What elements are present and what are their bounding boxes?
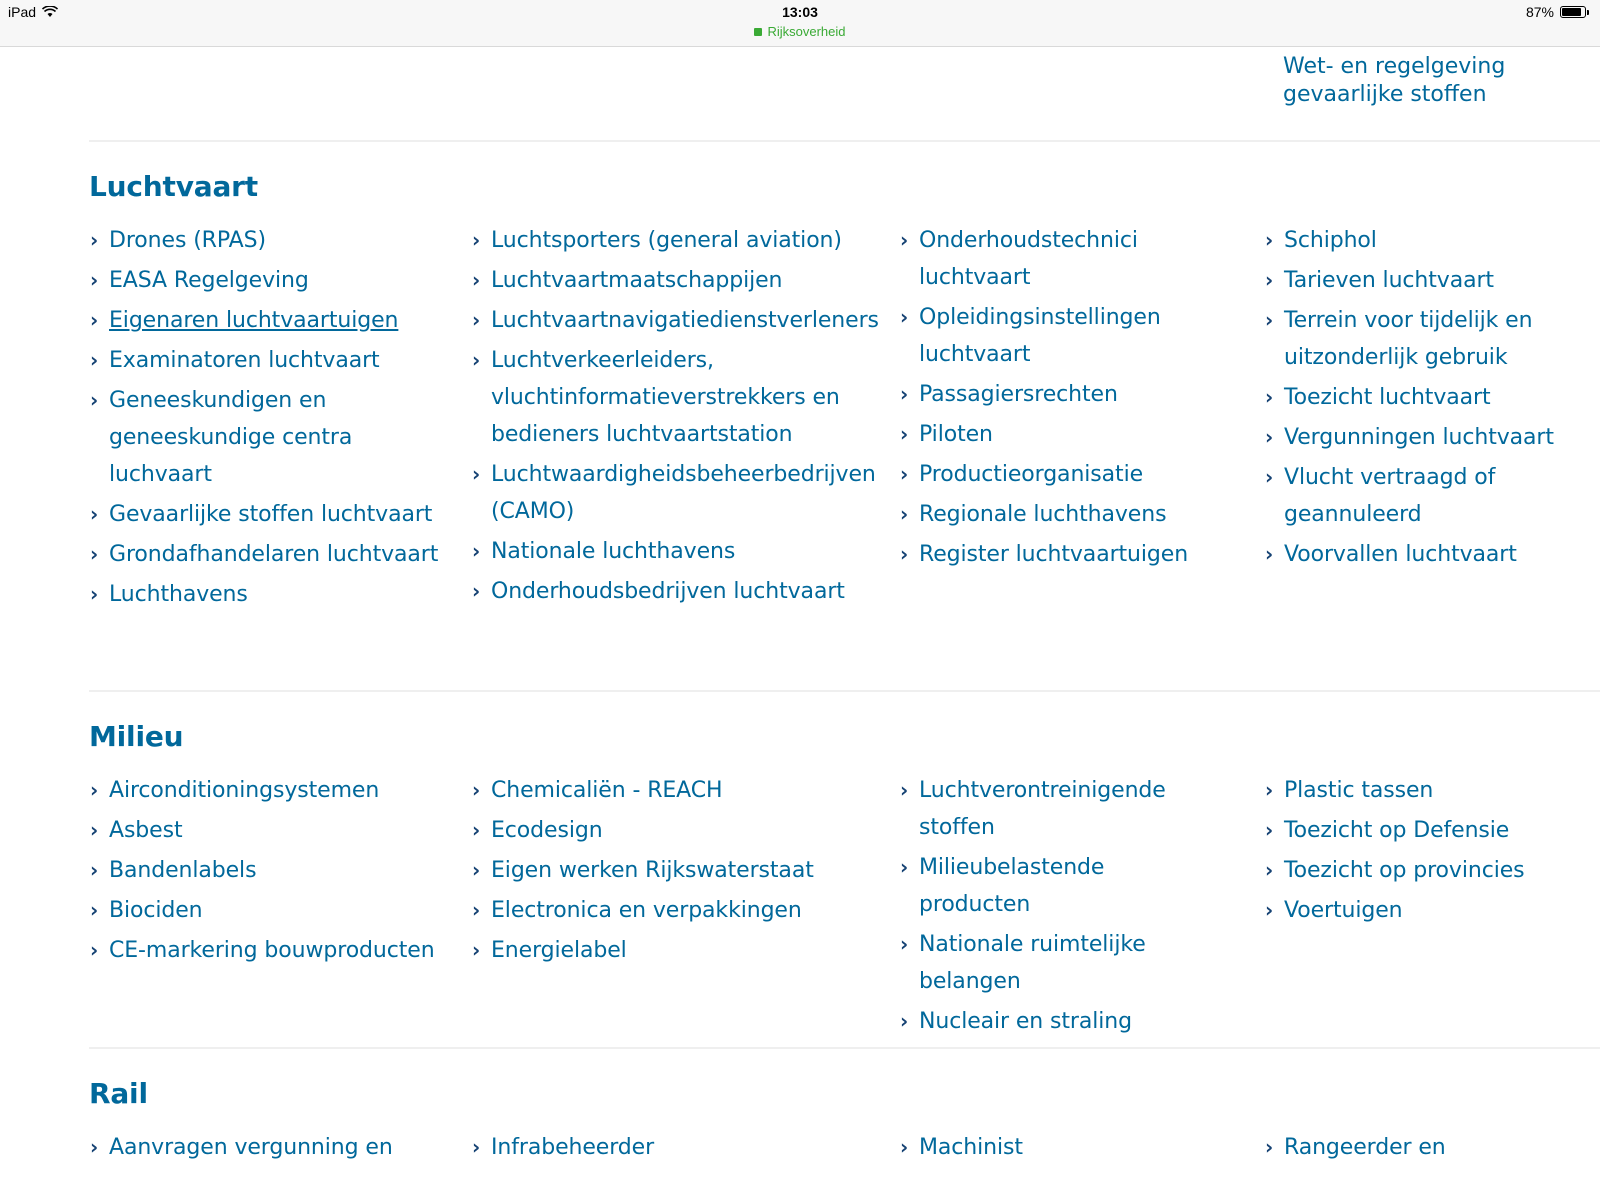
link-item[interactable] xyxy=(471,772,881,809)
chevron-right-icon: › xyxy=(472,858,481,882)
ios-status-bar xyxy=(0,0,1600,47)
link-label: Opleidingsinstellingen luchtvaart xyxy=(919,305,1161,367)
link-item[interactable] xyxy=(1264,222,1564,259)
link-label: Register luchtvaartuigen xyxy=(919,542,1189,567)
section-title-milieu: Milieu xyxy=(89,720,184,753)
link-item[interactable] xyxy=(899,456,1219,493)
chevron-right-icon: › xyxy=(90,308,99,332)
link-item[interactable] xyxy=(89,222,449,259)
chevron-right-icon: › xyxy=(472,228,481,252)
address-bar[interactable] xyxy=(0,24,1600,39)
link-item[interactable] xyxy=(1264,772,1564,809)
link-label: Biociden xyxy=(109,898,203,923)
link-item[interactable] xyxy=(471,456,881,530)
link-label: Nationale ruimtelijke belangen xyxy=(919,932,1146,994)
link-label: Machinist xyxy=(919,1135,1023,1160)
link-item[interactable] xyxy=(89,892,449,929)
link-label: Luchtvaartmaatschappijen xyxy=(491,268,783,293)
chevron-right-icon: › xyxy=(900,462,909,486)
link-item[interactable] xyxy=(471,573,881,610)
link-item[interactable] xyxy=(89,496,449,533)
link-label: Gevaarlijke stoffen luchtvaart xyxy=(109,502,433,527)
chevron-right-icon: › xyxy=(90,542,99,566)
rail-col2 xyxy=(471,1129,881,1169)
link-item[interactable] xyxy=(1264,379,1564,416)
chevron-right-icon: › xyxy=(900,382,909,406)
link-item[interactable] xyxy=(89,382,449,493)
link-label: Milieubelastende producten xyxy=(919,855,1105,917)
luchtvaart-col2 xyxy=(471,222,881,613)
link-item[interactable] xyxy=(899,299,1219,373)
link-label: Energielabel xyxy=(491,938,627,963)
chevron-right-icon: › xyxy=(472,938,481,962)
link-label: EASA Regelgeving xyxy=(109,268,309,293)
chevron-right-icon: › xyxy=(90,268,99,292)
link-item[interactable] xyxy=(471,342,881,453)
link-label: Bandenlabels xyxy=(109,858,257,883)
link-item[interactable] xyxy=(89,772,449,809)
link-label: Toezicht op provincies xyxy=(1284,858,1525,883)
link-label: Airconditioningsystemen xyxy=(109,778,380,803)
site-name: Rijksoverheid xyxy=(767,24,846,39)
chevron-right-icon: › xyxy=(1265,465,1274,489)
chevron-right-icon: › xyxy=(90,938,99,962)
chevron-right-icon: › xyxy=(1265,268,1274,292)
divider xyxy=(89,140,1600,142)
chevron-right-icon: › xyxy=(90,818,99,842)
milieu-col2 xyxy=(471,772,881,972)
link-label: Aanvragen vergunning en xyxy=(109,1135,393,1160)
chevron-right-icon: › xyxy=(1265,385,1274,409)
link-label: Eigenaren luchtvaartuigen xyxy=(109,308,399,333)
page-content xyxy=(0,46,1600,1199)
section-title-luchtvaart: Luchtvaart xyxy=(89,170,258,203)
battery-percent: 87% xyxy=(1525,4,1554,20)
link-label: Luchthavens xyxy=(109,582,248,607)
divider xyxy=(89,690,1600,692)
link-item[interactable] xyxy=(899,926,1219,1000)
link-item[interactable] xyxy=(471,222,881,259)
link-label: Tarieven luchtvaart xyxy=(1284,268,1494,293)
link-label: Vlucht vertraagd of geannuleerd xyxy=(1284,465,1496,527)
link-item[interactable] xyxy=(899,1003,1219,1040)
link-item[interactable] xyxy=(471,302,881,339)
link-item[interactable] xyxy=(1264,892,1564,929)
chevron-right-icon: › xyxy=(472,268,481,292)
link-label: Eigen werken Rijkswaterstaat xyxy=(491,858,814,883)
link-item[interactable] xyxy=(89,852,449,889)
link-item[interactable] xyxy=(899,849,1219,923)
link-item[interactable] xyxy=(471,533,881,570)
link-label: Productieorganisatie xyxy=(919,462,1144,487)
chevron-right-icon: › xyxy=(472,1135,481,1159)
link-label: Ecodesign xyxy=(491,818,603,843)
link-label: Onderhoudsbedrijven luchtvaart xyxy=(491,579,845,604)
link-item[interactable] xyxy=(471,892,881,929)
link-label: Regionale luchthavens xyxy=(919,502,1167,527)
link-label: Vergunningen luchtvaart xyxy=(1284,425,1554,450)
rail-col4 xyxy=(1264,1129,1564,1169)
link-item[interactable] xyxy=(89,1129,449,1166)
status-right xyxy=(1526,4,1586,20)
link-label: Luchtverkeerleiders, vluchtinformatieverstrekkers en bedieners luchtvaartstation xyxy=(491,348,840,447)
chevron-right-icon: › xyxy=(90,388,99,412)
list-item[interactable] xyxy=(1283,54,1506,113)
link-item[interactable] xyxy=(899,222,1219,296)
list-item-label: Wet- en regelgeving xyxy=(1283,54,1506,79)
chevron-right-icon: › xyxy=(472,898,481,922)
chevron-right-icon: › xyxy=(472,462,481,486)
link-label: Examinatoren luchtvaart xyxy=(109,348,380,373)
link-label: Nucleair en straling xyxy=(919,1009,1132,1034)
battery-icon xyxy=(1560,6,1586,18)
luchtvaart-col4 xyxy=(1264,222,1564,576)
chevron-right-icon: › xyxy=(90,778,99,802)
rail-col3 xyxy=(899,1129,1219,1169)
chevron-right-icon: › xyxy=(90,1135,99,1159)
link-label: Voertuigen xyxy=(1284,898,1403,923)
link-item[interactable] xyxy=(471,1129,881,1166)
chevron-right-icon: › xyxy=(900,855,909,879)
link-label: Electronica en verpakkingen xyxy=(491,898,802,923)
chevron-right-icon: › xyxy=(1265,308,1274,332)
chevron-right-icon: › xyxy=(900,1009,909,1033)
chevron-right-icon: › xyxy=(472,348,481,372)
luchtvaart-col1 xyxy=(89,222,449,616)
link-label: Infrabeheerder xyxy=(491,1135,655,1160)
link-label: Rangeerder en xyxy=(1284,1135,1446,1160)
link-item[interactable] xyxy=(1264,459,1564,533)
chevron-right-icon: › xyxy=(472,579,481,603)
chevron-right-icon: › xyxy=(900,422,909,446)
link-item[interactable] xyxy=(89,262,449,299)
chevron-right-icon: › xyxy=(472,308,481,332)
link-item[interactable] xyxy=(471,812,881,849)
chevron-right-icon: › xyxy=(900,502,909,526)
section-title-rail: Rail xyxy=(89,1077,148,1110)
link-item[interactable] xyxy=(1264,812,1564,849)
milieu-col1 xyxy=(89,772,449,972)
chevron-right-icon: › xyxy=(900,932,909,956)
chevron-right-icon: › xyxy=(900,778,909,802)
milieu-col4 xyxy=(1264,772,1564,932)
rail-col1 xyxy=(89,1129,449,1169)
link-label: Grondafhandelaren luchtvaart xyxy=(109,542,439,567)
link-item[interactable] xyxy=(899,772,1219,846)
chevron-right-icon: › xyxy=(90,348,99,372)
link-label: Plastic tassen xyxy=(1284,778,1434,803)
chevron-right-icon: › xyxy=(472,539,481,563)
chevron-right-icon: › xyxy=(900,228,909,252)
link-item[interactable] xyxy=(1264,852,1564,889)
link-label: CE-markering bouwproducten xyxy=(109,938,435,963)
link-item[interactable] xyxy=(1264,262,1564,299)
link-label: Asbest xyxy=(109,818,183,843)
chevron-right-icon: › xyxy=(90,898,99,922)
chevron-right-icon: › xyxy=(90,582,99,606)
chevron-right-icon: › xyxy=(1265,1135,1274,1159)
chevron-right-icon: › xyxy=(1265,898,1274,922)
link-label: Voorvallen luchtvaart xyxy=(1284,542,1517,567)
link-item[interactable] xyxy=(89,536,449,573)
link-item[interactable] xyxy=(1264,302,1564,376)
link-item[interactable] xyxy=(899,536,1219,573)
link-label: Nationale luchthavens xyxy=(491,539,736,564)
chevron-right-icon: › xyxy=(1265,818,1274,842)
chevron-right-icon: › xyxy=(1265,858,1274,882)
link-item[interactable] xyxy=(899,416,1219,453)
link-item[interactable] xyxy=(1264,419,1564,456)
link-label: Terrein voor tijdelijk en uitzonderlijk gebruik xyxy=(1284,308,1533,370)
chevron-right-icon: › xyxy=(900,1135,909,1159)
chevron-right-icon: › xyxy=(1265,228,1274,252)
chevron-right-icon: › xyxy=(1265,542,1274,566)
link-item[interactable] xyxy=(471,262,881,299)
link-item[interactable] xyxy=(899,376,1219,413)
divider xyxy=(89,1047,1600,1049)
link-item[interactable] xyxy=(89,302,449,339)
chevron-right-icon: › xyxy=(900,305,909,329)
list-item-label: gevaarlijke stoffen xyxy=(1283,82,1487,107)
chevron-right-icon: › xyxy=(1265,778,1274,802)
link-label: Drones (RPAS) xyxy=(109,228,266,253)
link-label: Luchtvaartnavigatiedienstverleners xyxy=(491,308,879,333)
chevron-right-icon: › xyxy=(1265,425,1274,449)
link-label: Luchtsporters (general aviation) xyxy=(491,228,842,253)
chevron-right-icon: › xyxy=(900,542,909,566)
link-item[interactable] xyxy=(471,932,881,969)
link-label: Geneeskundigen en geneeskundige centra luchvaart xyxy=(109,388,353,487)
link-label: Schiphol xyxy=(1284,228,1377,253)
chevron-right-icon: › xyxy=(472,778,481,802)
clock: 13:03 xyxy=(782,4,818,20)
link-item[interactable] xyxy=(471,852,881,889)
link-label: Onderhoudstechnici luchtvaart xyxy=(919,228,1138,290)
link-label: Toezicht op Defensie xyxy=(1284,818,1510,843)
link-item[interactable] xyxy=(89,932,449,969)
chevron-right-icon: › xyxy=(90,858,99,882)
link-item[interactable] xyxy=(1264,536,1564,573)
chevron-right-icon: › xyxy=(90,502,99,526)
link-item[interactable] xyxy=(899,496,1219,533)
link-label: Passagiersrechten xyxy=(919,382,1118,407)
link-item[interactable] xyxy=(1264,1129,1564,1166)
link-label: Piloten xyxy=(919,422,993,447)
luchtvaart-col3 xyxy=(899,222,1219,576)
lock-icon xyxy=(754,28,762,36)
chevron-right-icon: › xyxy=(472,818,481,842)
link-label: Luchtwaardigheidsbeheerbedrijven (CAMO) xyxy=(491,462,876,524)
link-label: Luchtverontreinigende stoffen xyxy=(919,778,1166,840)
link-item[interactable] xyxy=(899,1129,1219,1166)
battery-fill xyxy=(1562,8,1581,16)
link-label: Toezicht luchtvaart xyxy=(1284,385,1491,410)
device-label: iPad xyxy=(8,4,37,20)
link-item[interactable] xyxy=(89,342,449,379)
milieu-col3 xyxy=(899,772,1219,1043)
link-item[interactable] xyxy=(89,576,449,613)
link-item[interactable] xyxy=(89,812,449,849)
link-label: Chemicaliën - REACH xyxy=(491,778,723,803)
chevron-right-icon: › xyxy=(90,228,99,252)
